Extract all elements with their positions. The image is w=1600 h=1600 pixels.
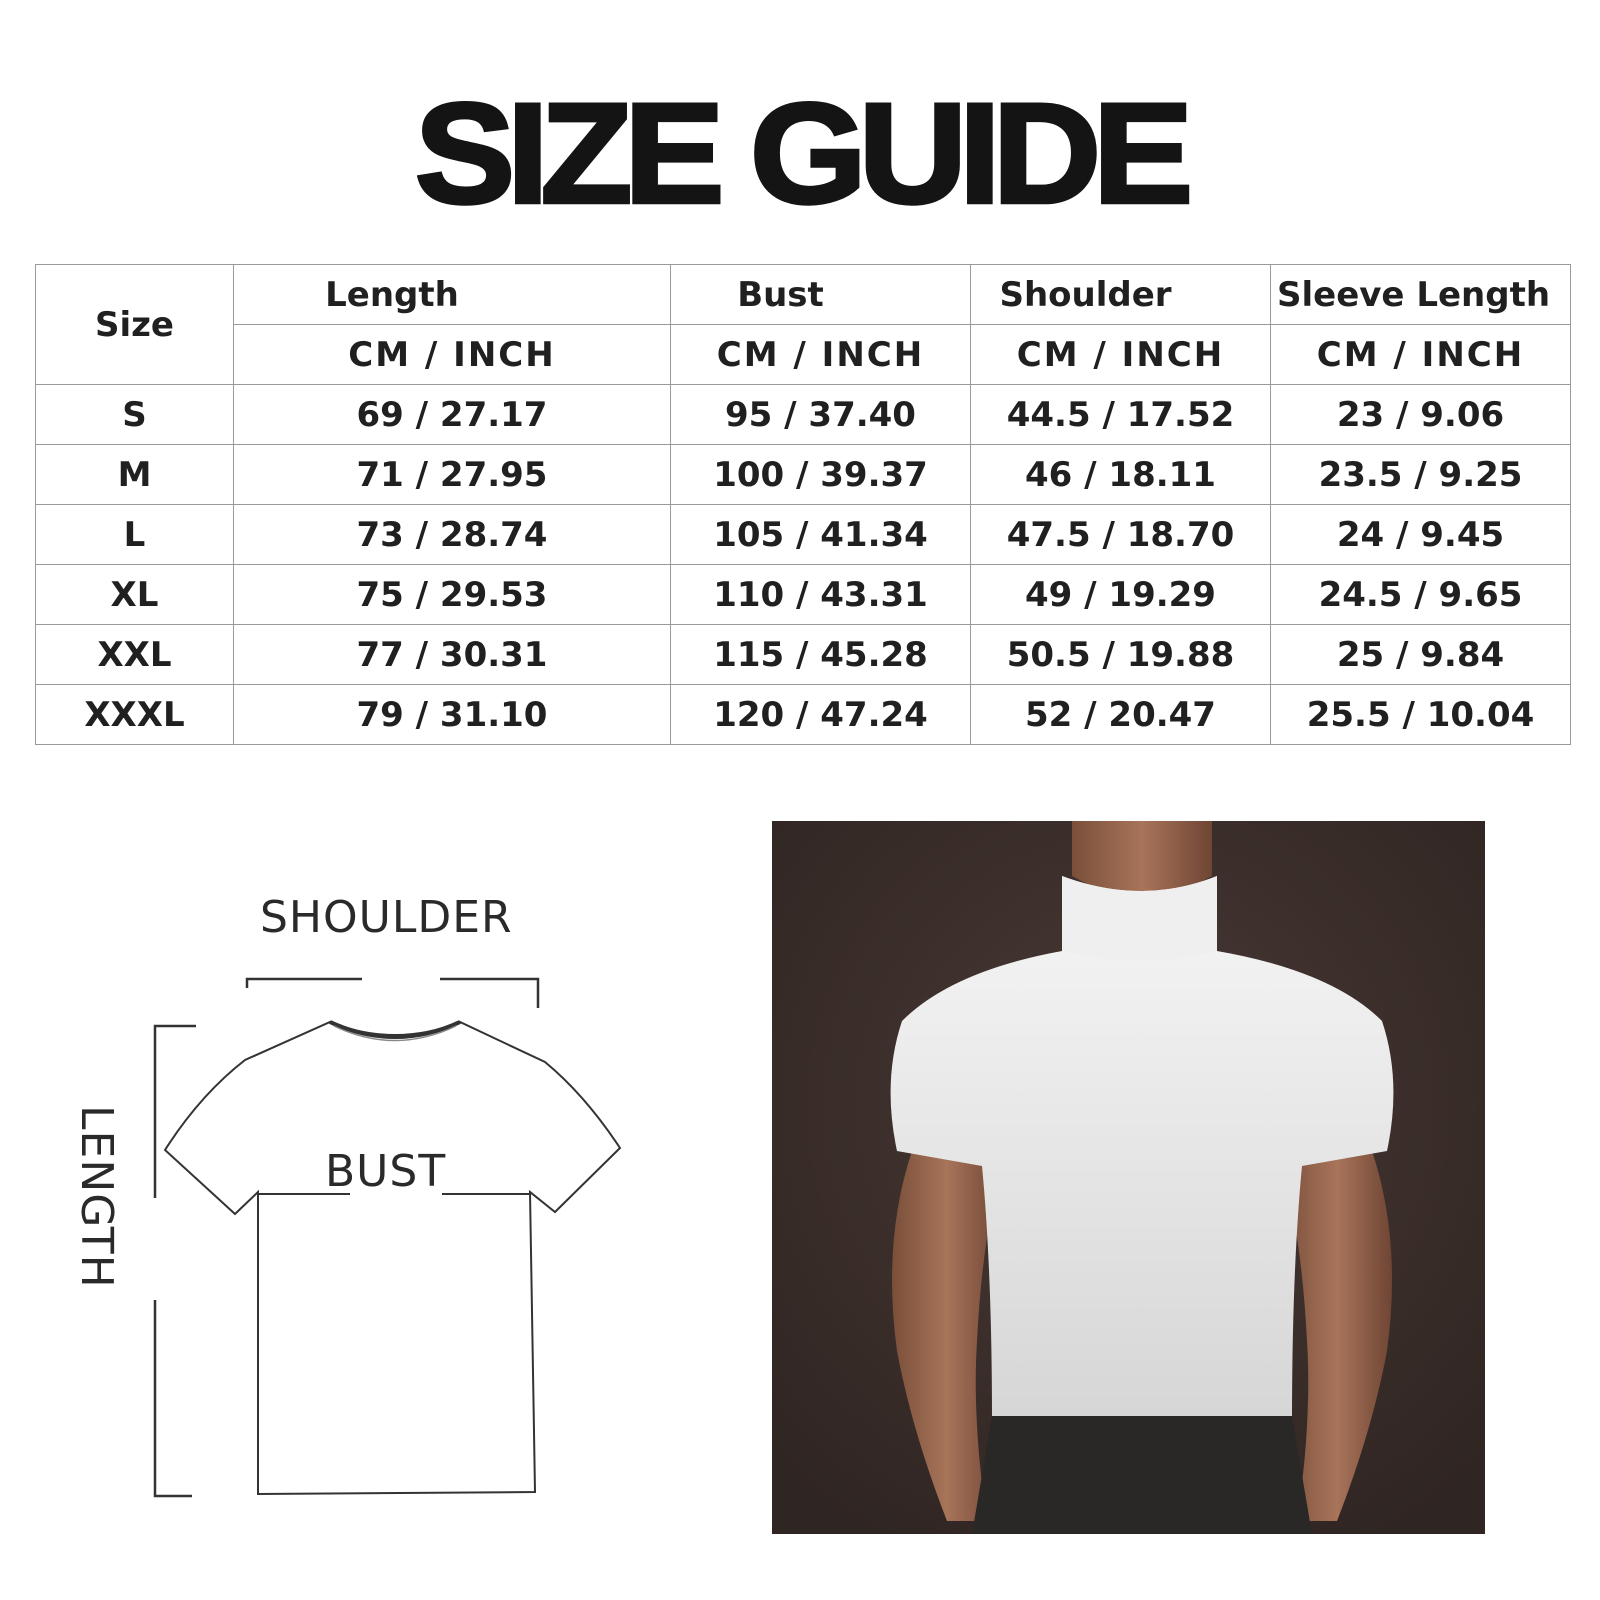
length-cell: 75 / 29.53 — [234, 565, 671, 625]
length-cell: 77 / 30.31 — [234, 625, 671, 685]
model-photo-illustration — [772, 821, 1485, 1534]
table-row — [36, 445, 1571, 505]
unit-label-bust: CM / INCH — [671, 325, 971, 385]
size-table — [35, 264, 1571, 745]
tshirt-outline-icon — [60, 880, 660, 1520]
table-row — [36, 625, 1571, 685]
table-unit-row — [36, 325, 1571, 385]
bust-cell: 95 / 37.40 — [671, 385, 971, 445]
sleeve-cell: 23.5 / 9.25 — [1271, 445, 1571, 505]
bust-cell: 100 / 39.37 — [671, 445, 971, 505]
bust-cell: 110 / 43.31 — [671, 565, 971, 625]
length-cell: 69 / 27.17 — [234, 385, 671, 445]
table-row — [36, 505, 1571, 565]
measurement-diagram — [60, 880, 660, 1520]
table-header-row — [36, 265, 1571, 325]
shoulder-cell: 47.5 / 18.70 — [971, 505, 1271, 565]
column-header-length: Length — [234, 265, 671, 325]
shoulder-cell: 50.5 / 19.88 — [971, 625, 1271, 685]
column-header-bust: Bust — [671, 265, 971, 325]
length-cell: 73 / 28.74 — [234, 505, 671, 565]
model-photo — [772, 821, 1485, 1534]
shoulder-cell: 46 / 18.11 — [971, 445, 1271, 505]
sleeve-cell: 25 / 9.84 — [1271, 625, 1571, 685]
unit-label-sleeve: CM / INCH — [1271, 325, 1571, 385]
sleeve-cell: 23 / 9.06 — [1271, 385, 1571, 445]
length-cell: 79 / 31.10 — [234, 685, 671, 745]
shoulder-cell: 49 / 19.29 — [971, 565, 1271, 625]
bust-cell: 105 / 41.34 — [671, 505, 971, 565]
size-cell: XXL — [36, 625, 234, 685]
length-label: LENGTH — [71, 1105, 122, 1289]
table-row — [36, 685, 1571, 745]
bust-cell: 120 / 47.24 — [671, 685, 971, 745]
bust-cell: 115 / 45.28 — [671, 625, 971, 685]
size-cell: S — [36, 385, 234, 445]
sleeve-cell: 24 / 9.45 — [1271, 505, 1571, 565]
unit-label-length: CM / INCH — [234, 325, 671, 385]
shoulder-label: SHOULDER — [260, 892, 513, 943]
page-title: SIZE GUIDE — [414, 73, 1186, 233]
shoulder-cell: 52 / 20.47 — [971, 685, 1271, 745]
size-cell: XL — [36, 565, 234, 625]
sleeve-cell: 24.5 / 9.65 — [1271, 565, 1571, 625]
unit-label-shoulder: CM / INCH — [971, 325, 1271, 385]
length-cell: 71 / 27.95 — [234, 445, 671, 505]
size-column-header: Size — [36, 265, 234, 385]
size-cell: M — [36, 445, 234, 505]
column-header-sleeve-length: Sleeve Length — [1271, 265, 1571, 325]
bust-label: BUST — [325, 1146, 447, 1197]
size-cell: L — [36, 505, 234, 565]
shoulder-cell: 44.5 / 17.52 — [971, 385, 1271, 445]
table-row — [36, 385, 1571, 445]
table-row — [36, 565, 1571, 625]
column-header-shoulder: Shoulder — [971, 265, 1271, 325]
size-cell: XXXL — [36, 685, 234, 745]
sleeve-cell: 25.5 / 10.04 — [1271, 685, 1571, 745]
